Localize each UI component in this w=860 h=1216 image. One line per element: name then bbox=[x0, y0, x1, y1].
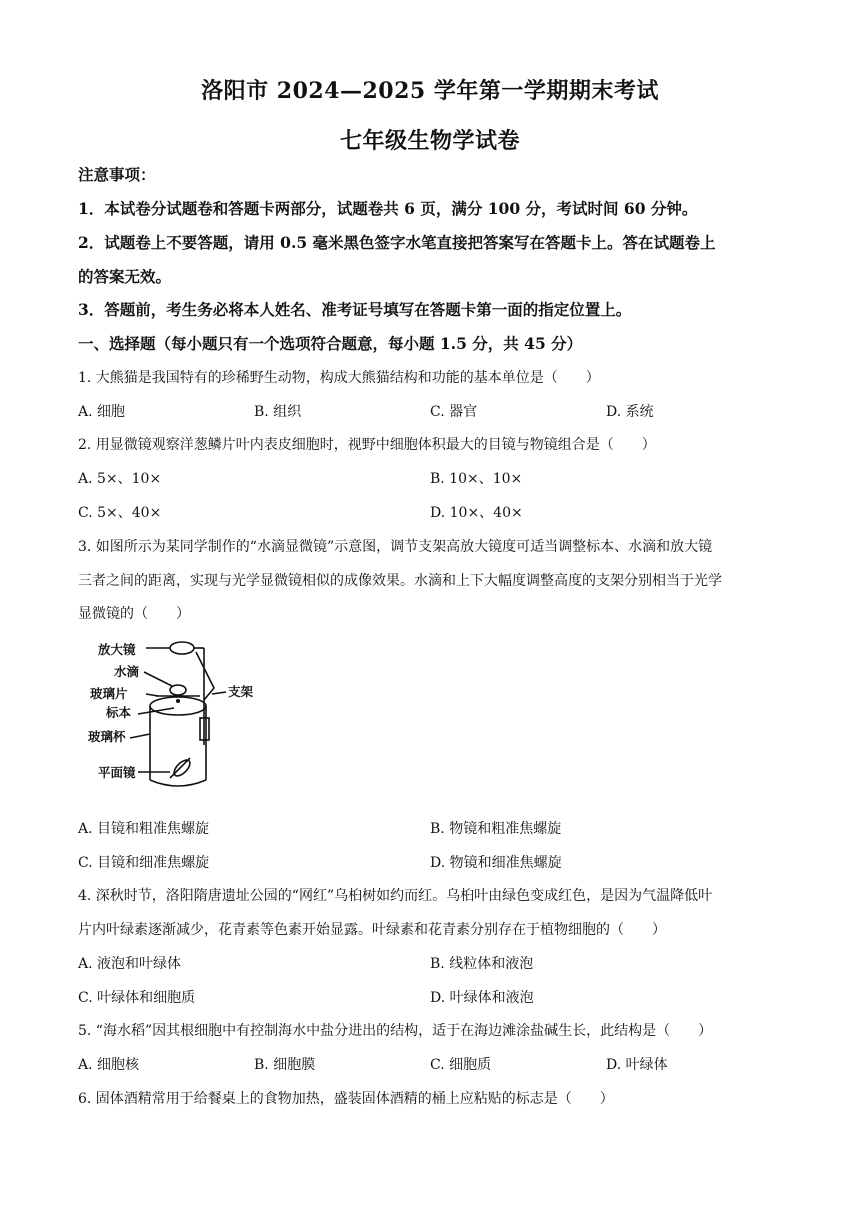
q4-option-c: C. 叶绿体和细胞质 bbox=[78, 990, 196, 1006]
notice-item-2: 2．试题卷上不要答题，请用 0.5 毫米黑色签字水笔直接把答案写在答题卡上。答在试题卷上 bbox=[78, 233, 716, 252]
q1-option-a: A. 细胞 bbox=[78, 404, 126, 420]
label-specimen: 标本 bbox=[106, 705, 132, 720]
q3-option-b: B. 物镜和粗准焦螺旋 bbox=[430, 821, 562, 837]
q5-option-d: D. 叶绿体 bbox=[606, 1057, 668, 1073]
q4-option-a: A. 液泡和叶绿体 bbox=[78, 956, 182, 972]
pointer-specimen bbox=[138, 708, 174, 714]
pointer-stand bbox=[212, 692, 226, 694]
q5-option-b: B. 细胞膜 bbox=[254, 1057, 316, 1073]
label-flat-mirror: 平面镜 bbox=[98, 765, 136, 780]
flat-mirror bbox=[171, 757, 192, 778]
q2-option-d: D. 10×、40× bbox=[430, 505, 523, 521]
stand-arm bbox=[196, 652, 214, 700]
question-3-stem-2: 三者之间的距离，实现与光学显微镜相似的成像效果。水滴和上下大幅度调整高度的支架分别相当于光学 bbox=[78, 573, 722, 589]
question-4-stem-1: 4. 深秋时节，洛阳隋唐遗址公园的“网红”乌桕树如约而红。乌桕叶由绿色变成红色，是因为气温降低叶 bbox=[78, 888, 713, 904]
label-glass-slide: 玻璃片 bbox=[90, 686, 128, 701]
label-stand: 支架 bbox=[228, 684, 254, 699]
label-water-drop: 水滴 bbox=[114, 664, 140, 679]
question-5-stem: 5. “海水稻”因其根细胞中有控制海水中盐分进出的结构，适于在海边滩涂盐碱生长，此结构是（ ） bbox=[78, 1023, 713, 1039]
notice-item-1: 1．本试卷分试题卷和答题卡两部分，试题卷共 6 页，满分 100 分，考试时间 60 分钟。 bbox=[78, 199, 698, 218]
glass-cup-bottom bbox=[150, 780, 206, 786]
q2-option-b: B. 10×、10× bbox=[430, 471, 523, 487]
pointer-water-drop bbox=[144, 672, 172, 686]
question-2-stem: 2. 用显微镜观察洋葱鳞片叶内表皮细胞时，视野中细胞体积最大的目镜与物镜组合是（ ） bbox=[78, 437, 656, 453]
question-4-stem-2: 片内叶绿素逐渐减少，花青素等色素开始显露。叶绿素和花青素分别存在于植物细胞的（ ） bbox=[78, 922, 666, 938]
magnifier-lens bbox=[170, 642, 194, 654]
q1-option-b: B. 组织 bbox=[254, 404, 302, 420]
question-3-stem-3: 显微镜的（ ） bbox=[78, 606, 190, 622]
specimen-dot bbox=[176, 699, 180, 703]
notice-heading: 注意事项： bbox=[78, 165, 156, 184]
q5-option-c: C. 细胞质 bbox=[430, 1057, 492, 1073]
question-3-stem-1: 3. 如图所示为某同学制作的“水滴显微镜”示意图，调节支架高放大镜度可适当调整标本、水滴和放大镜 bbox=[78, 539, 713, 555]
q3-option-c: C. 目镜和细准焦螺旋 bbox=[78, 855, 210, 871]
notice-item-2-cont: 的答案无效。 bbox=[78, 267, 172, 286]
q2-option-c: C. 5×、40× bbox=[78, 505, 162, 521]
label-glass-cup: 玻璃杯 bbox=[88, 729, 126, 744]
notice-item-3: 3．答题前，考生务必将本人姓名、准考证号填写在答题卡第一面的指定位置上。 bbox=[78, 300, 632, 319]
q4-option-d: D. 叶绿体和液泡 bbox=[430, 990, 534, 1006]
water-drop-microscope-figure bbox=[78, 630, 278, 800]
pointer-cup bbox=[130, 734, 150, 738]
exam-subtitle: 七年级生物学试卷 bbox=[339, 128, 520, 154]
q1-option-c: C. 器官 bbox=[430, 404, 478, 420]
q1-option-d: D. 系统 bbox=[606, 404, 654, 420]
q2-option-a: A. 5×、10× bbox=[78, 471, 162, 487]
question-6-stem: 6. 固体酒精常用于给餐桌上的食物加热，盛装固体酒精的桶上应粘贴的标志是（ ） bbox=[78, 1091, 614, 1107]
exam-title: 洛阳市 2024—2025 学年第一学期期末考试 bbox=[201, 78, 659, 104]
water-drop bbox=[170, 685, 186, 695]
q3-option-a: A. 目镜和粗准焦螺旋 bbox=[78, 821, 210, 837]
question-1-stem: 1. 大熊猫是我国特有的珍稀野生动物，构成大熊猫结构和功能的基本单位是（ ） bbox=[78, 370, 600, 386]
pointer-slide bbox=[146, 694, 158, 696]
label-magnifier: 放大镜 bbox=[98, 642, 136, 657]
section-heading: 一、选择题（每小题只有一个选项符合题意，每小题 1.5 分，共 45 分） bbox=[78, 334, 583, 353]
q4-option-b: B. 线粒体和液泡 bbox=[430, 956, 534, 972]
q5-option-a: A. 细胞核 bbox=[78, 1057, 140, 1073]
q3-option-d: D. 物镜和细准焦螺旋 bbox=[430, 855, 562, 871]
